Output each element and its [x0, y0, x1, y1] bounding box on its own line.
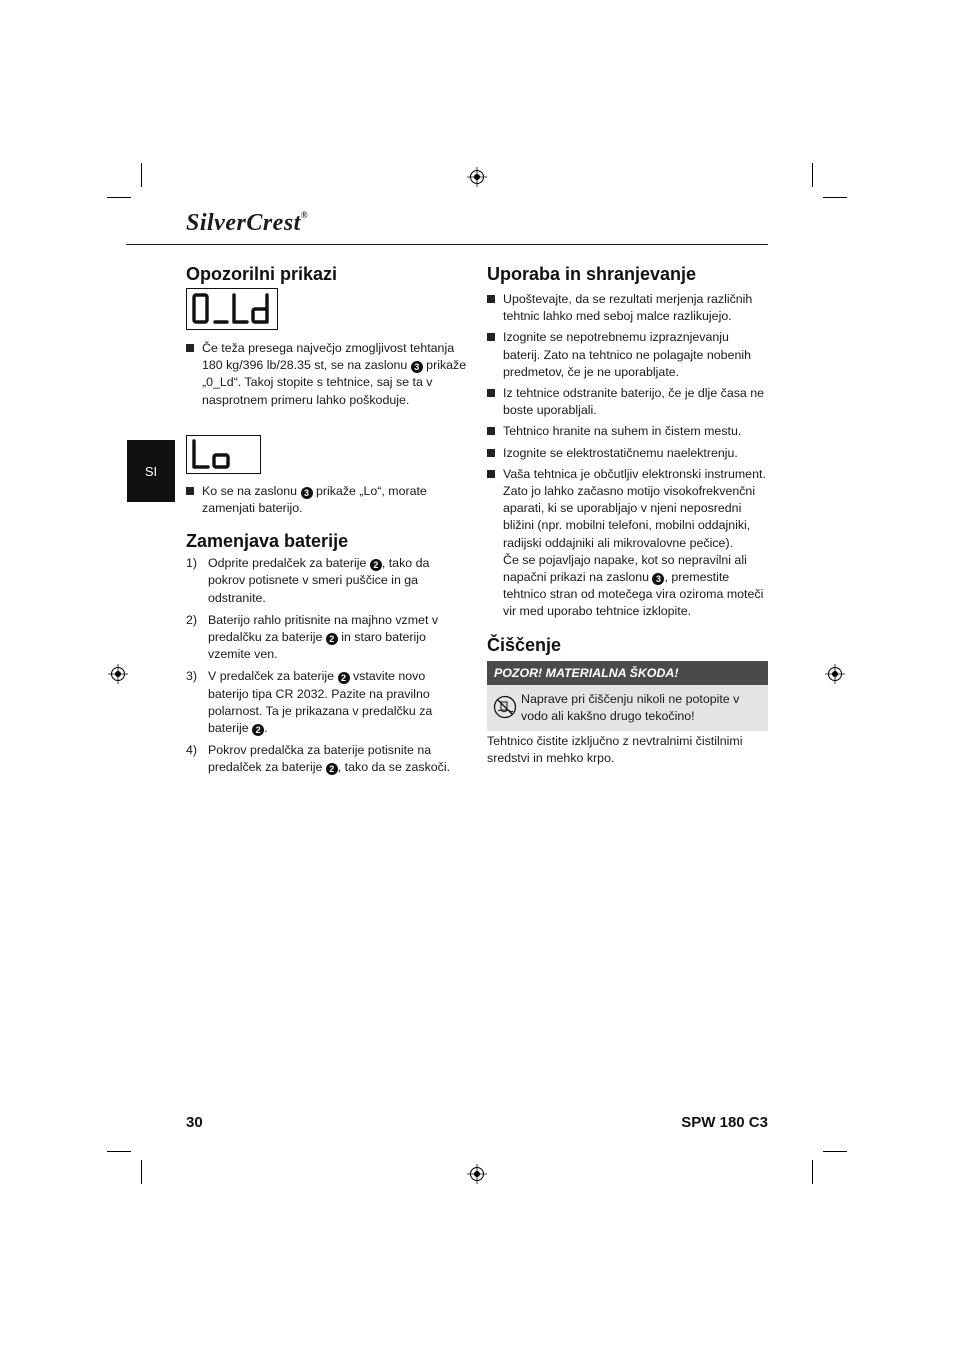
warning-title: POZOR! MATERIALNA ŠKODA!	[487, 661, 768, 685]
list-item: Vaša tehtnica je občutljiv elektronski instrument. Zato jo lahko začasno motijo visokofrekvenčni aparati, ki se uporabljajo v njeni neposredni bližini (npr. mobilni telefoni, mobilni oddajniki, radijski oddajniki ali mikrovalovne pečice). Če se pojavljajo napake, kot so nepravilni ali napačni prikazi na zaslonu 3 , premestite tehtnico stran od motečega vira oziroma moteči vir med uporabo tehtnice izklopite.	[487, 466, 768, 621]
language-tab: SI	[127, 440, 175, 502]
ref-badge-3: 3	[652, 573, 664, 585]
ref-badge-2: 2	[338, 672, 350, 684]
left-column	[186, 262, 468, 777]
right-column	[487, 262, 768, 767]
ref-badge-2: 2	[370, 559, 382, 571]
crop-mark	[812, 1160, 813, 1184]
registration-mark-icon	[467, 1164, 487, 1184]
model-number: SPW 180 C3	[681, 1114, 768, 1131]
section-title-cleaning: Čiščenje	[487, 634, 562, 655]
list-item: Upoštevajte, da se rezultati merjenja različnih tehtnic lahko med seboj malce razlikujejo.	[487, 291, 768, 325]
crop-mark	[823, 1151, 847, 1152]
ref-badge-2: 2	[326, 763, 338, 775]
list-item-overload: Če teža presega največjo zmogljivost tehtanja 180 kg/396 lb/28.35 st, se na zaslonu 3 prikaže „0_Ld“. Takoj stopite s tehtnice, saj se ta v nasprotnem primeru lahko poškoduje.	[186, 340, 468, 409]
registration-mark-icon	[825, 664, 845, 684]
brand-logo: SilverCrest®	[186, 210, 309, 236]
list-item: Iz tehtnice odstranite baterijo, če je dlje časa ne boste uporabljali.	[487, 385, 768, 419]
no-immersion-icon	[493, 695, 517, 719]
battery-steps	[186, 555, 468, 776]
crop-mark	[812, 163, 813, 187]
crop-mark	[141, 1160, 142, 1184]
usage-bullet-list	[487, 291, 768, 621]
cleaning-text: Tehtnico čistite izključno z nevtralnimi čistilnimi sredstvi in mehko krpo.	[487, 734, 743, 766]
page-number: 30	[186, 1114, 203, 1131]
step-item: 4) Pokrov predalčka za baterije potisnite na predalček za baterije 2 , tako da se zaskoči.	[186, 743, 451, 775]
warning-box	[487, 661, 768, 731]
section-title-battery: Zamenjava baterije	[186, 531, 349, 552]
step-item: 2) Baterijo rahlo pritisnite na majhno vzmet v predalčku za baterije 2 in staro baterijo vzemite ven.	[186, 612, 439, 662]
list-item-low-battery: Ko se na zaslonu 3 prikaže „Lo“, morate zamenjati baterijo.	[186, 483, 468, 517]
crop-mark	[823, 197, 847, 198]
registration-mark-icon	[467, 167, 487, 187]
crop-mark	[107, 197, 131, 198]
low-battery-bullet-list	[186, 483, 468, 517]
warning-body: Naprave pri čiščenju nikoli ne potopite v vodo ali kakšno drugo tekočino!	[487, 685, 768, 731]
section-title-warnings: Opozorilni prikazi	[186, 264, 338, 284]
header-rule	[126, 244, 768, 245]
ref-badge-3: 3	[301, 487, 313, 499]
list-item: Izognite se elektrostatičnemu naelektrenju.	[487, 445, 768, 462]
ref-badge-3: 3	[411, 361, 423, 373]
step-item: 1) Odprite predalček za baterije 2 , tako da pokrov potisnete v smeri puščice in ga odstranite.	[186, 556, 430, 605]
lcd-display-lo	[186, 435, 261, 474]
step-item: 3) V predalček za baterije 2 vstavite novo baterijo tipa CR 2032. Pazite na pravilno polarnost. Ta je prikazana v predalčku za baterije 2 .	[186, 669, 433, 736]
registration-mark-icon	[108, 664, 128, 684]
crop-mark	[141, 163, 142, 187]
warning-bullet-list	[186, 340, 468, 409]
section-title-usage: Uporaba in shranjevanje	[487, 264, 697, 284]
list-item: Tehtnico hranite na suhem in čistem mestu.	[487, 423, 768, 440]
ref-badge-2: 2	[252, 724, 264, 736]
ref-badge-2: 2	[326, 633, 338, 645]
list-item: Izognite se nepotrebnemu izpraznjevanju baterij. Zato na tehtnico ne polagajte nobenih predmetov, če je ne uporabljate.	[487, 329, 768, 381]
crop-mark	[107, 1151, 131, 1152]
lcd-display-0-ld	[186, 288, 278, 330]
